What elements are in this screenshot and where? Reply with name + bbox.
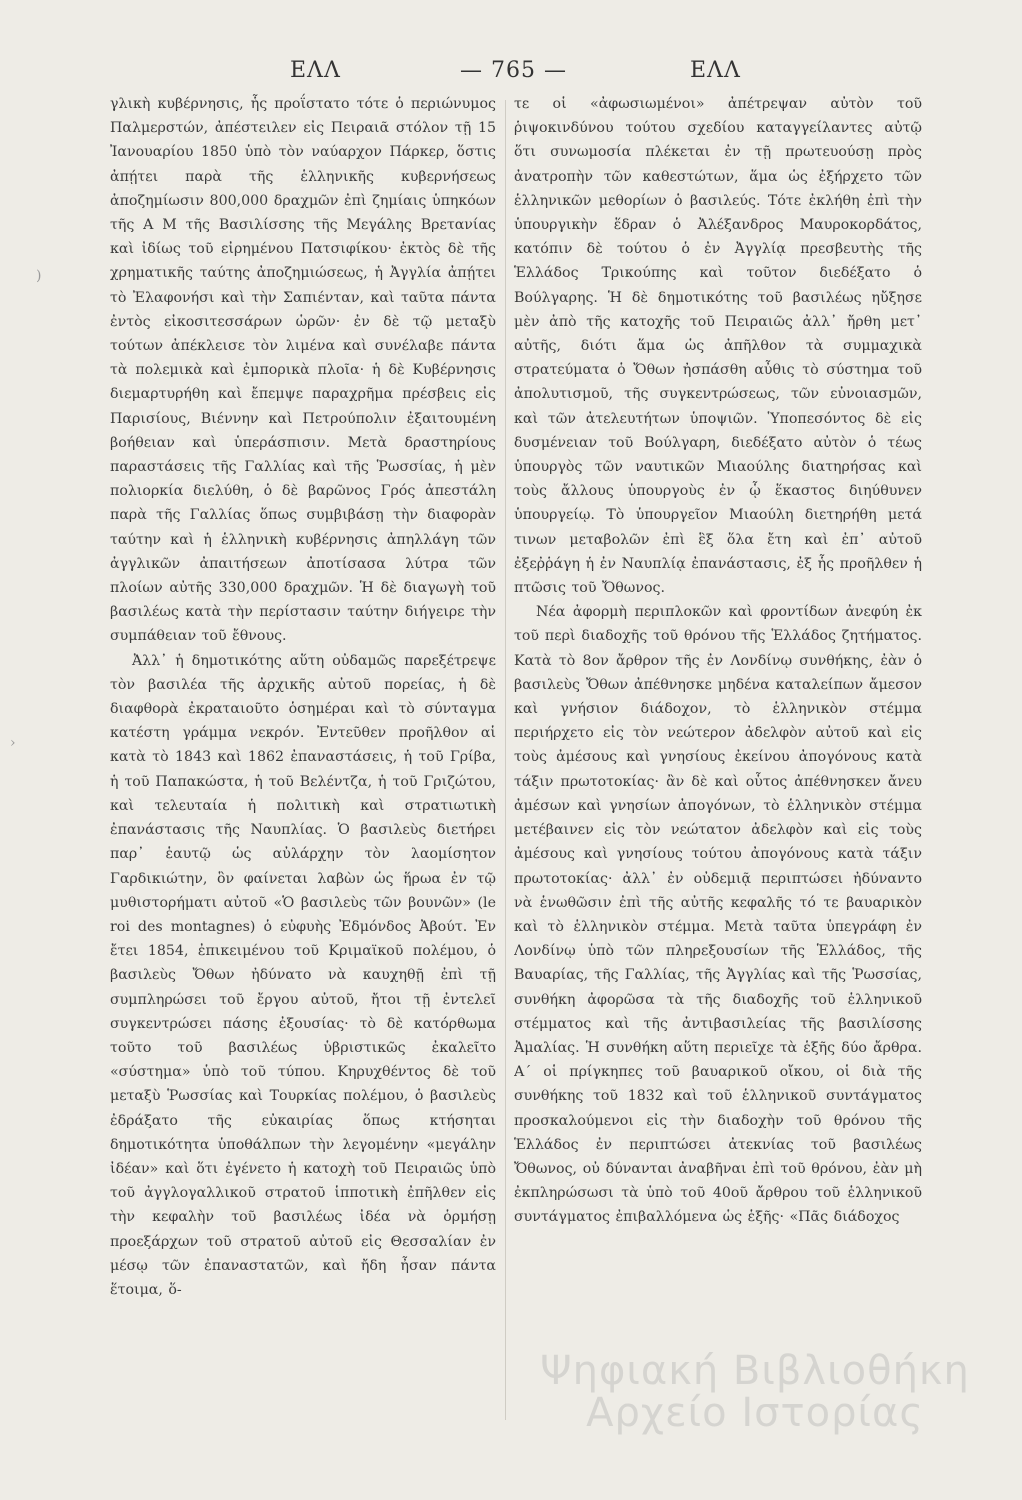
header-right-abbrev: ΕΛΛ xyxy=(690,58,741,83)
margin-mark: › xyxy=(10,735,16,751)
library-watermark: Ψηφιακή Βιβλιοθήκη Αρχείο Ιστορίας xyxy=(540,1348,970,1436)
margin-mark: ) xyxy=(36,268,42,284)
right-column xyxy=(514,92,922,1427)
column-divider xyxy=(505,100,506,1420)
header-left-abbrev: ΕΛΛ xyxy=(290,58,341,83)
left-column xyxy=(110,92,496,1427)
page-number: — 765 — xyxy=(460,58,567,83)
paragraph: Ἀλλ᾿ ἡ δημοτικότης αὕτη οὐδαμῶς παρεξέτρεψε τὸν βασιλέα τῆς ἀρχικῆς αὐτοῦ πορείας, ἡ δὲ διαφθορὰ ἐκραταιοῦτο ὁσημέραι καὶ τὸ σύνταγμα κατέστη γράμμα νεκρόν. Ἐντεῦθεν προῆλθον αἱ κατὰ τὸ 1843 καὶ 1862 ἐπαναστάσεις, ἡ τοῦ Γρίβα, ἡ τοῦ Παπακώστα, ἡ τοῦ Βελέντζα, ἡ τοῦ Γριζώτου, καὶ τελευταία ἡ πολιτικὴ καὶ στρατιωτικὴ ἐπανάστασις τῆς Ναυπλίας. Ὁ βασιλεὺς διετήρει παρ᾿ ἑαυτῷ ὡς αὐλάρχην τὸν λαομίσητον Γαρδικιώτην, ὃν φαίνεται λαβὼν ὡς ἥρωα ἐν τῷ μυθιστορήματι αὐτοῦ «Ὁ βασιλεὺς τῶν βουνῶν» (le roi des montagnes) ὁ εὐφυὴς Ἐδμόνδος Ἀβούτ. Ἐν ἔτει 1854, ἐπικειμένου τοῦ Κριμαϊκοῦ πολέμου, ὁ βασιλεὺς Ὄθων ἠδύνατο νὰ καυχηθῇ ἐπὶ τῇ συμπληρώσει τοῦ ἔργου αὐτοῦ, ἤτοι τῇ ἐντελεῖ συγκεντρώσει πάσης ἐξουσίας· τὸ δὲ κατόρθωμα τοῦτο τοῦ βασιλέως ὑβριστικῶς ἐκαλεῖτο «σύστημα» ὑπὸ τοῦ τύπου. Κηρυχθέντος δὲ τοῦ μεταξὺ Ῥωσσίας καὶ Τουρκίας πολέμου, ὁ βασιλεὺς ἐδράξατο τῆς εὐκαιρίας ὅπως κτήσηται δημοτικότητα ὑποθάλπων τὴν λεγομένην «μεγάλην ἰδέαν» καὶ ὅτι ἐγένετο ἡ κατοχὴ τοῦ Πειραιῶς ὑπὸ τοῦ ἀγγλογαλλικοῦ στρατοῦ ἱπποτικὴ ἐπῆλθεν εἰς τὴν κεφαλὴν τοῦ βασιλέως ἰδέα νὰ ὁρμήσῃ προεξάρχων τοῦ στρατοῦ αὐτοῦ εἰς Θεσσαλίαν ἐν μέσῳ τῶν ἐπαναστατῶν, καὶ ἤδη ἦσαν πάντα ἕτοιμα, ὅ- xyxy=(110,652,496,1298)
paragraph: γλικὴ κυβέρνησις, ἧς προΐστατο τότε ὁ περιώνυμος Παλμερστών, ἀπέστειλεν εἰς Πειραιᾶ στόλον τῇ 15 Ἰανουαρίου 1850 ὑπὸ τὸν ναύαρχον Πάρκερ, ὅστις ἀπῄτει παρὰ τῆς ἑλληνικῆς κυβερνήσεως ἀποζημίωσιν 800,000 δραχμῶν ἐπὶ ζημίαις ὑπηκόων τῆς Α Μ τῆς Βασιλίσσης τῆς Μεγάλης Βρετανίας καὶ ἰδίως τοῦ εἰρημένου Πατσιφίκου· ἐκτὸς δὲ τῆς χρηματικῆς ταύτης ἀποζημιώσεως, ἡ Ἀγγλία ἀπῄτει τὸ Ἐλαφονήσι καὶ τὴν Σαπιένταν, καὶ ταῦτα πάντα ἐντὸς εἰκοσιτεσσάρων ὡρῶν· ἐν δὲ τῷ μεταξὺ τούτων ἀπέκλεισε τὸν λιμένα καὶ συνέλαβε πάντα τὰ πολεμικὰ καὶ ἐμπορικὰ πλοῖα· ἡ δὲ Κυβέρνησις διεμαρτυρήθη καὶ ἔπεμψε παραχρῆμα πρέσβεις εἰς Παρισίους, Βιέννην καὶ Πετρούπολιν ἐξαιτουμένη βοήθειαν καὶ ὑπεράσπισιν. Μετὰ δραστηρίους παραστάσεις τῆς Γαλλίας καὶ τῆς Ῥωσσίας, ἡ μὲν πολιορκία διελύθη, ὁ δὲ βαρῶνος Γρός ἀπεστάλη παρὰ τῆς Γαλλίας ὅπως συμβιβάσῃ τὴν διαφορὰν ταύτην καὶ ἡ ἑλληνικὴ κυβέρνησις ἀπηλλάγη τῶν ἀγγλικῶν ἀπαιτήσεων ἀποτίσασα λύτρα τῶν πλοίων αὐτῆς 330,000 δραχμῶν. Ἡ δὲ διαγωγὴ τοῦ βασιλέως κατὰ τὴν περίστασιν ταύτην διήγειρε τὴν συμπάθειαν τοῦ ἔθνους. xyxy=(110,96,496,645)
paragraph: Νέα ἀφορμὴ περιπλοκῶν καὶ φροντίδων ἀνεφύη ἐκ τοῦ περὶ διαδοχῆς τοῦ θρόνου τῆς Ἑλλάδος ζητήματος. Κατὰ τὸ 8ον ἄρθρον τῆς ἐν Λονδίνῳ συνθήκης, ἐὰν ὁ βασιλεὺς Ὄθων ἀπέθνησκε μηδένα καταλείπων ἄμεσον καὶ γνήσιον διάδοχον, τὸ ἑλληνικὸν στέμμα περιήρχετο εἰς τὸν νεώτερον ἀδελφὸν αὐτοῦ καὶ εἰς τοὺς ἀμέσους καὶ γνησίους ἐκείνου ἀπογόνους κατὰ τάξιν πρωτοτοκίας· ἂν δὲ καὶ οὗτος ἀπέθνησκεν ἄνευ ἀμέσων καὶ γνησίων ἀπογόνων, τὸ ἑλληνικὸν στέμμα μετέβαινεν εἰς τὸν νεώτατον ἀδελφὸν καὶ εἰς τοὺς ἀμέσους καὶ γνησίους τούτου ἀπογόνους κατὰ τάξιν πρωτοτοκίας· ἀλλ᾿ ἐν οὐδεμιᾷ περιπτώσει ἠδύναντο νὰ ἑνωθῶσιν ἐπὶ τῆς αὐτῆς κεφαλῆς τό τε βαυαρικὸν καὶ τὸ ἑλληνικὸν στέμμα. Μετὰ ταῦτα ὑπεγράφη ἐν Λονδίνῳ ὑπὸ τῶν πληρεξουσίων τῆς Ἑλλάδος, τῆς Βαυαρίας, τῆς Γαλλίας, τῆς Ἀγγλίας καὶ τῆς Ῥωσσίας, συνθήκη ἀφορῶσα τὰ τῆς διαδοχῆς τοῦ ἑλληνικοῦ στέμματος καὶ τῆς ἀντιβασιλείας τῆς βασιλίσσης Ἀμαλίας. Ἡ συνθήκη αὕτη περιεῖχε τὰ ἑξῆς δύο ἄρθρα. Α΄ οἱ πρίγκηπες τοῦ βαυαρικοῦ οἴκου, οἱ διὰ τῆς συνθήκης τοῦ 1832 καὶ τοῦ ἑλληνικοῦ συντάγματος προσκαλούμενοι εἰς τὴν διαδοχὴν τοῦ θρόνου τῆς Ἑλλάδος ἐν περιπτώσει ἀτεκνίας τοῦ βασιλέως Ὄθωνος, οὐ δύνανται ἀναβῆναι ἐπὶ τοῦ θρόνου, ἐὰν μὴ ἐκπληρώσωσι τὰ ὑπὸ τοῦ 40οῦ ἄρθρου τοῦ ἑλληνικοῦ συντάγματος ἐπιβαλλόμενα ὡς ἑξῆς· «Πᾶς διάδοχος xyxy=(514,604,922,1226)
running-head xyxy=(0,58,1022,88)
paragraph: τε οἱ «ἀφωσιωμένοι» ἀπέτρεψαν αὐτὸν τοῦ ῥιψοκινδύνου τούτου σχεδίου καταγγείλαντες αὐτῷ ὅτι συνωμοσία πλέκεται ἐν τῇ πρωτευούσῃ πρὸς ἀνατροπὴν τῶν καθεστώτων, ἅμα ὡς ἐξήρχετο τῶν ἑλληνικῶν μεθορίων ὁ βασιλεύς. Τότε ἐκλήθη ἐπὶ τὴν ὑπουργικὴν ἕδραν ὁ Ἀλέξανδρος Μαυροκορδάτος, κατόπιν δὲ τούτου ὁ ἐν Ἀγγλίᾳ πρεσβευτὴς τῆς Ἑλλάδος Τρικούπης καὶ τοῦτον διεδέξατο ὁ Βούλγαρης. Ἡ δὲ δημοτικότης τοῦ βασιλέως ηὔξησε μὲν ἀπὸ τῆς κατοχῆς τοῦ Πειραιῶς ἀλλ᾿ ἤρθη μετ᾿ αὐτῆς, διότι ἅμα ὡς ἀπῆλθον τὰ συμμαχικὰ στρατεύματα ὁ Ὄθων ἠσπάσθη αὖθις τὸ σύστημα τοῦ ἀπολυτισμοῦ, τῆς συγκεντρώσεως, τῶν εὐνοιασμῶν, καὶ τῶν ἀτελευτήτων ὑποψιῶν. Ὑποπεσόντος δὲ εἰς δυσμένειαν τοῦ Βούλγαρη, διεδέξατο αὐτὸν ὁ τέως ὑπουργὸς τῶν ναυτικῶν Μιαούλης διατηρήσας καὶ τοὺς ἄλλους ὑπουργοὺς ἐν ᾧ ἕκαστος διηύθυνεν ὑπουργείῳ. Τὸ ὑπουργεῖον Μιαούλη διετηρήθη μετά τινων μεταβολῶν ἐπὶ ἓξ ὅλα ἔτη καὶ ἐπ᾿ αὐτοῦ ἐξεῤῥάγη ἡ ἐν Ναυπλίᾳ ἐπανάστασις, ἐξ ἧς προῆλθεν ἡ πτῶσις τοῦ Ὄθωνος. xyxy=(514,96,922,597)
